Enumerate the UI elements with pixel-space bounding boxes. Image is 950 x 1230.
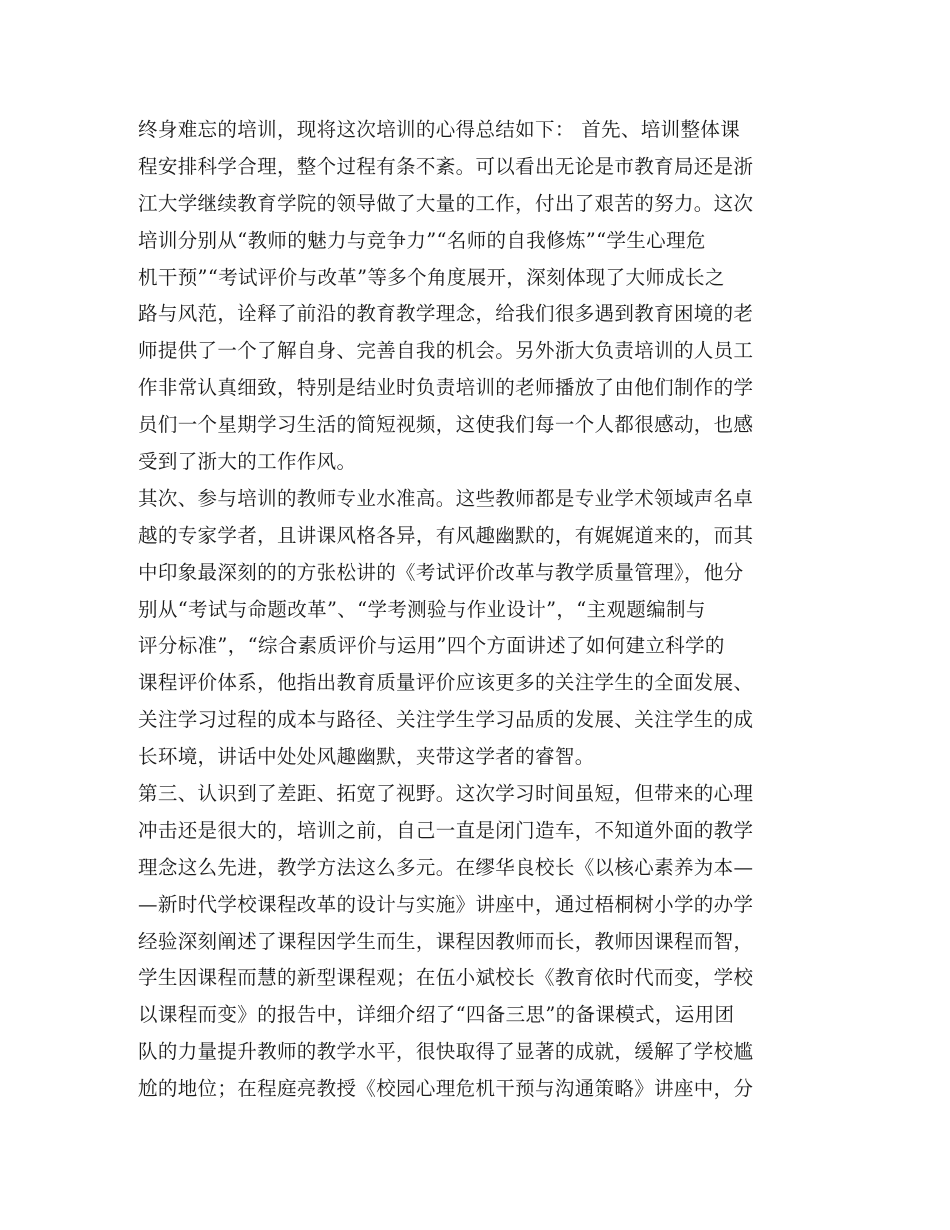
text-line: 评分标准”，“综合素质评价与运用”四个方面讲述了如何建立科学的 bbox=[138, 634, 725, 658]
text-line: 江大学继续教育学院的领导做了大量的工作，付出了艰苦的努力。这次 bbox=[138, 191, 754, 215]
text-line: 关注学习过程的成本与路径、关注学生学习品质的发展、关注学生的成 bbox=[138, 708, 754, 732]
text-line: 别从“考试与命题改革”、“学考测验与作业设计”，“主观题编制与 bbox=[138, 597, 706, 621]
text-line: 员们一个星期学习生活的简短视频，这使我们每一个人都很感动，也感 bbox=[138, 413, 754, 437]
text-line: 受到了浙大的工作作风。 bbox=[138, 450, 357, 474]
text-line: 尬的地位；在程庭亮教授《校园心理危机干预与沟通策略》讲座中，分 bbox=[138, 1077, 754, 1101]
text-line: 冲击还是很大的，培训之前，自己一直是闭门造车，不知道外面的教学 bbox=[138, 818, 754, 842]
text-line: 作非常认真细致，特别是结业时负责培训的老师播放了由他们制作的学 bbox=[138, 376, 754, 400]
text-line: 中印象最深刻的的方张松讲的《考试评价改革与教学质量管理》，他分 bbox=[138, 560, 744, 584]
text-line: 队的力量提升教师的教学水平，很快取得了显著的成就，缓解了学校尴 bbox=[138, 1040, 754, 1064]
text-line: 第三、认识到了差距、拓宽了视野。这次学习时间虽短，但带来的心理 bbox=[138, 782, 754, 806]
text-line: 程安排科学合理，整个过程有条不紊。可以看出无论是市教育局还是浙 bbox=[138, 154, 754, 178]
body-text bbox=[138, 112, 818, 1108]
text-line: 长环境，讲话中处处风趣幽默，夹带这学者的睿智。 bbox=[138, 745, 595, 769]
text-line: 其次、参与培训的教师专业水准高。这些教师都是专业学术领域声名卓 bbox=[138, 486, 754, 510]
text-line: 师提供了一个了解自身、完善自我的机会。另外浙大负责培训的人员工 bbox=[138, 339, 754, 363]
text-line: 以课程而变》的报告中，详细介绍了“四备三思”的备课模式，运用团 bbox=[138, 1003, 735, 1027]
text-line: 终身难忘的培训，现将这次培训的心得总结如下： 首先、培训整体课 bbox=[138, 118, 741, 141]
text-line: 学生因课程而慧的新型课程观；在伍小斌校长《教育依时代而变，学校 bbox=[138, 966, 754, 990]
text-line: 课程评价体系，他指出教育质量评价应该更多的关注学生的全面发展、 bbox=[138, 671, 754, 695]
text-line: 越的专家学者，且讲课风格各异，有风趣幽默的，有娓娓道来的，而其 bbox=[138, 523, 754, 547]
text-line: —新时代学校课程改革的设计与实施》讲座中，通过梧桐树小学的办学 bbox=[138, 892, 754, 916]
text-line: 经验深刻阐述了课程因学生而生，课程因教师而长，教师因课程而智， bbox=[138, 929, 754, 953]
text-line: 路与风范，诠释了前沿的教育教学理念，给我们很多遇到教育困境的老 bbox=[138, 302, 754, 326]
text-line: 培训分别从“教师的魅力与竞争力”“名师的自我修炼”“学生心理危 bbox=[138, 228, 706, 252]
text-line: 理念这么先进，教学方法这么多元。在缪华良校长《以核心素养为本— bbox=[138, 855, 754, 879]
text-line: 机干预”“考试评价与改革”等多个角度展开，深刻体现了大师成长之 bbox=[138, 265, 725, 289]
